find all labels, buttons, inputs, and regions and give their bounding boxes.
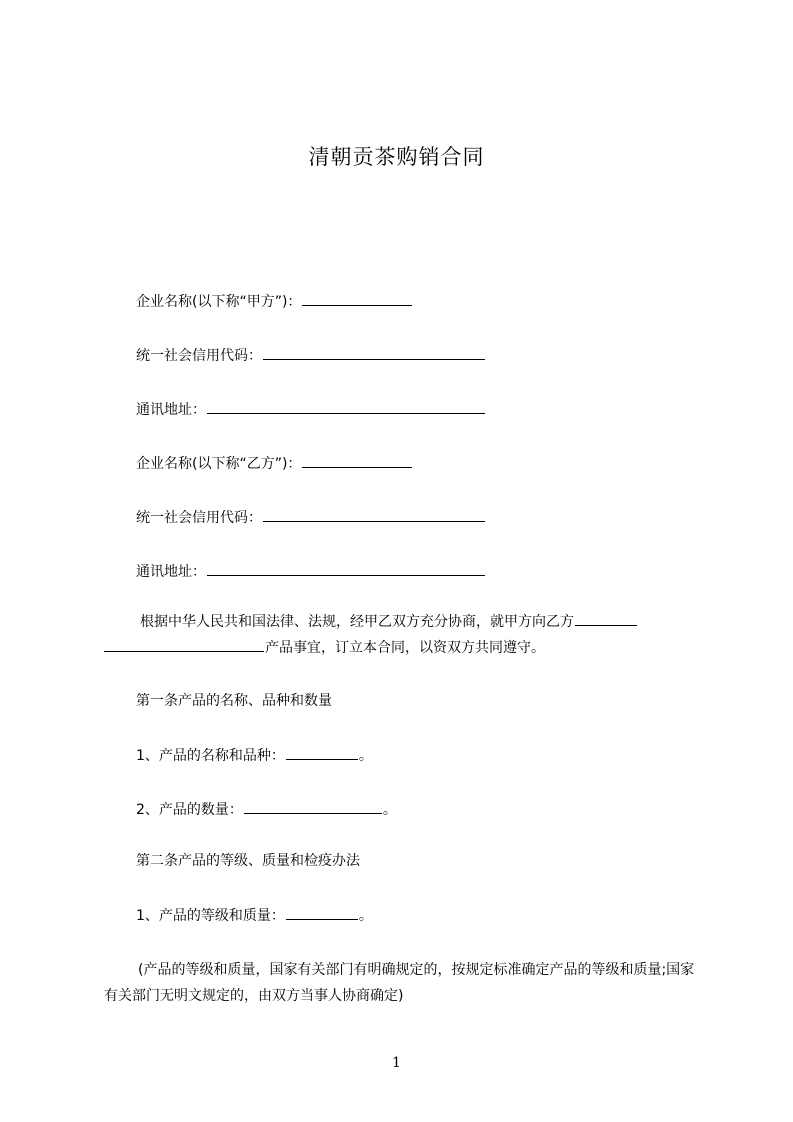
- article-2-item-1: [136, 905, 373, 926]
- party-a-credit-code-row: [136, 345, 486, 366]
- article-1-item-1-blank: [286, 745, 358, 760]
- intro-paragraph: [104, 609, 702, 661]
- party-b-credit-code-label: 统一社会信用代码：: [136, 510, 262, 526]
- article-2-item-1-blank: [286, 905, 358, 920]
- party-b-credit-code-row: [136, 507, 486, 528]
- party-b-address-row: [136, 561, 486, 582]
- article-1-item-1: [136, 745, 373, 766]
- intro-blank-line2: [104, 637, 264, 652]
- article-2-note: [104, 957, 702, 1009]
- article-1-item-2-label: 2、产品的数量：: [136, 802, 243, 818]
- party-a-name-label: 企业名称(以下称“甲方”)：: [136, 294, 302, 310]
- party-a-address-blank: [207, 399, 485, 414]
- article-2-heading: 第二条产品的等级、质量和检疫办法: [136, 853, 360, 869]
- intro-blank-line1: [575, 611, 637, 626]
- party-b-address-blank: [207, 561, 485, 576]
- intro-text-part1: 根据中华人民共和国法律、法规，经甲乙双方充分协商，就甲方向乙方: [140, 614, 574, 630]
- article-1-item-2-end: 。: [382, 802, 397, 818]
- article-1-item-2: [136, 799, 397, 820]
- article-2-item-1-end: 。: [358, 908, 373, 924]
- article-1-heading: 第一条产品的名称、品种和数量: [136, 693, 332, 709]
- document-title: 清朝贡茶购销合同: [308, 145, 485, 169]
- article-1-item-1-label: 1、产品的名称和品种：: [136, 748, 285, 764]
- article-1-item-1-end: 。: [358, 748, 373, 764]
- article-1-item-2-blank: [244, 799, 382, 814]
- intro-text-part2: 产品事宜，订立本合同，以资双方共同遵守。: [265, 640, 545, 656]
- party-b-name-label: 企业名称(以下称“乙方”)：: [136, 456, 302, 472]
- party-b-address-label: 通讯地址：: [136, 564, 206, 580]
- party-b-name-row: [136, 453, 413, 474]
- party-b-name-blank: [302, 453, 412, 468]
- article-2-note-text: (产品的等级和质量，国家有关部门有明确规定的，按规定标准确定产品的等级和质量;国家有关部门无明文规定的，由双方当事人协商确定): [104, 962, 695, 1004]
- party-a-credit-code-label: 统一社会信用代码：: [136, 348, 262, 364]
- party-a-name-row: [136, 291, 413, 312]
- party-a-credit-code-blank: [263, 345, 485, 360]
- party-a-address-row: [136, 399, 486, 420]
- page-number: 1: [392, 1055, 401, 1071]
- article-2-item-1-label: 1、产品的等级和质量：: [136, 908, 285, 924]
- party-b-credit-code-blank: [263, 507, 485, 522]
- party-a-address-label: 通讯地址：: [136, 402, 206, 418]
- party-a-name-blank: [302, 291, 412, 306]
